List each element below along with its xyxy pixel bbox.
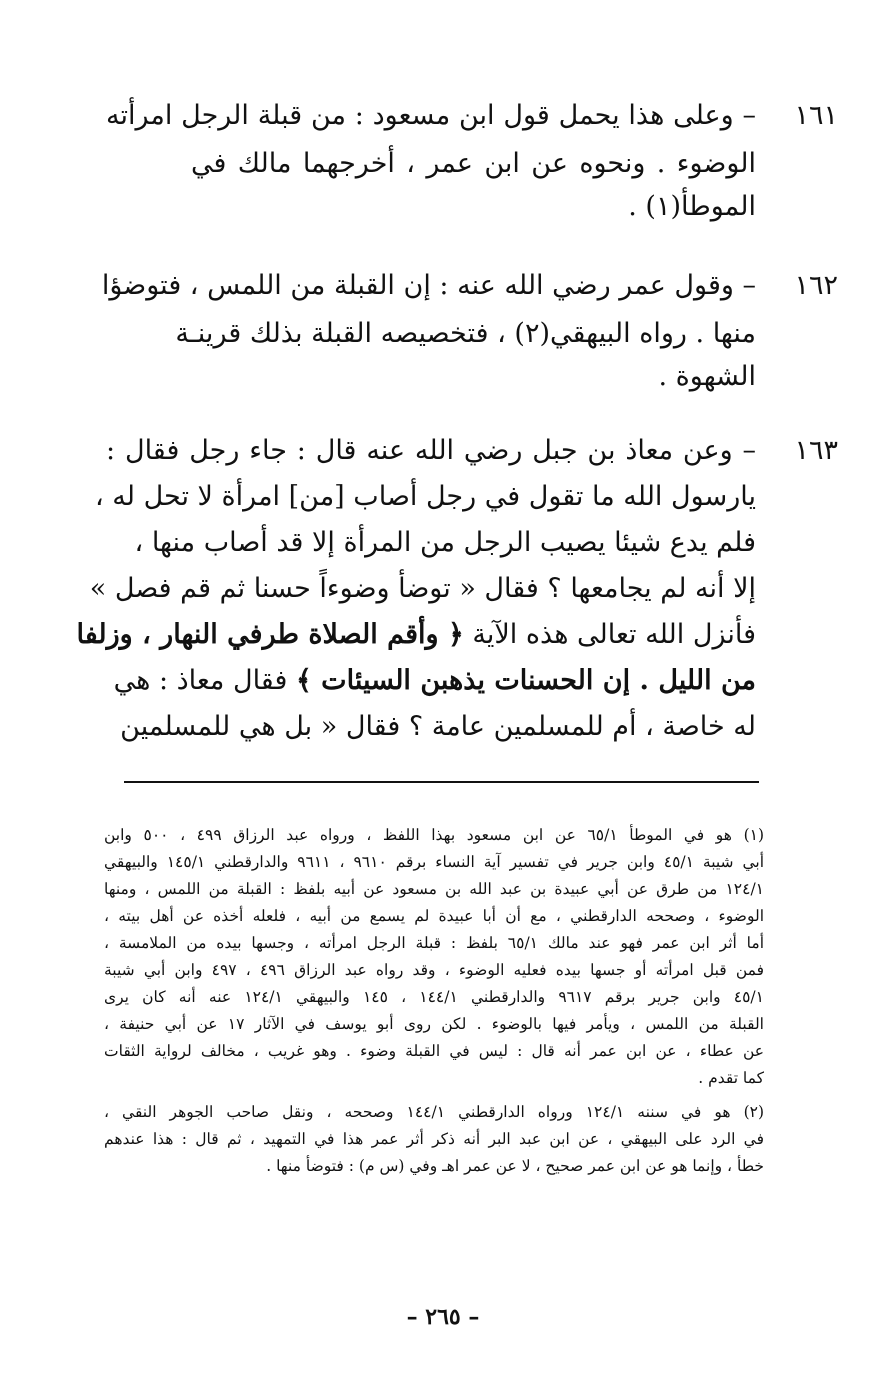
page-number: – ٢٦٥ – — [406, 1304, 480, 1330]
entry-163-line-3: فلم يدع شيئا يصيب الرجل من المرأة إلا قد أصاب منها ، — [134, 527, 756, 558]
footnote-divider — [124, 781, 759, 783]
quran-verse-part-1: ﴿ وأقم الصلاة طرفي النهار ، وزلفا — [76, 619, 464, 650]
footnote-1-line-10: كما تقدم . — [698, 1069, 764, 1087]
footnote-2-line-1: (٢) هو في سننه ١٢٤/١ ورواه الدارقطني ١٤٤/١ وصححه ، ونقل صاحب الجوهر النقي ، — [104, 1103, 765, 1121]
entry-163-line-2: يارسول الله ما تقول في رجل أصاب [من] امرأة لا تحل له ، — [95, 481, 756, 512]
entry-163-line-5: فأنزل الله تعالى هذه الآية ﴿ وأقم الصلاة طرفي النهار ، وزلفا — [76, 619, 756, 650]
entry-162-line-1: ١٦٢ – وقول عمر رضي الله عنه : إن القبلة من اللمس ، فتوضؤا — [101, 270, 838, 301]
footnote-1-line-5: أما أثر ابن عمر فهو عند مالك ٦٥/١ بلفظ : قبلة الرجل امرأته ، وجسها بيده من الملامسة ، — [104, 934, 765, 952]
footnote-1-line-3: ١٢٤/١ من طرق عن أبي عبيدة بن عبد الله بن مسعود عن أبيه بلفظ : القبلة من اللمس ، ومنها — [104, 880, 764, 898]
quran-verse-part-2: من الليل . إن الحسنات يذهبن السيئات ﴾ — [295, 665, 756, 696]
footnote-2-line-3: خطأ ، وإنما هو عن ابن عمر صحيح ، لا عن عمر اهـ وفي (س م) : فتوضأ منها . — [266, 1157, 764, 1175]
footnote-1-line-6: فمن قبل امرأته أو جسها بيده فعليه الوضوء ، وقد رواه عبد الرزاق ٤٩٦ ، ٤٩٧ وابن أبي شيبة — [104, 961, 765, 979]
footnote-1-line-8: القبلة من اللمس ، ويأمر فيها بالوضوء . لكن روى أبو يوسف في الآثار ١٧ عن أبي حنيفة ، — [104, 1015, 764, 1033]
footnote-1-line-9: عن عطاء ، عن ابن عمر أنه قال : ليس في القبلة وضوء . وهو غريب ، مخالف لرواية الثقات — [104, 1042, 764, 1060]
footnote-1-line-7: ٤٥/١ وابن جرير برقم ٩٦١٧ والدارقطني ١٤٤/١ ، ١٤٥ والبيهقي ١٢٤/١ عنه أنه كان يرى — [104, 988, 764, 1006]
footnote-1-line-2: أبي شيبة ٤٥/١ وابن جرير في تفسير آية النساء برقم ٩٦١٠ ، ٩٦١١ والدارقطني ١٤٥/١ والبيهقي — [104, 853, 765, 871]
entry-162-line-2: منها . رواه البيهقي(٢) ، فتخصيصه القبلة بذلك قرينـة — [175, 318, 756, 349]
entry-163-line-1: ١٦٣ – وعن معاذ بن جبل رضي الله عنه قال : جاء رجل فقال : — [106, 435, 838, 466]
footnote-1-line-1: (١) هو في الموطأ ٦٥/١ عن ابن مسعود بهذا اللفظ ، ورواه عبد الرزاق ٤٩٩ ، ٥٠٠ وابن — [104, 826, 765, 844]
entry-number: ١٦١ — [794, 100, 838, 131]
entry-163-line-6: من الليل . إن الحسنات يذهبن السيئات ﴾ فقال معاذ : هي — [113, 665, 756, 696]
entry-161-line-2: الوضوء . ونحوه عن ابن عمر ، أخرجهما مالك في — [191, 148, 756, 179]
entry-number: ١٦٣ — [794, 435, 838, 466]
entry-162-line-3: الشهوة . — [658, 361, 756, 392]
entry-161-line-3: الموطأ(١) . — [628, 191, 756, 222]
entry-163-line-7: له خاصة ، أم للمسلمين عامة ؟ فقال « بل هي للمسلمين — [120, 711, 756, 742]
footnote-2-line-2: في الرد على البيهقي ، عن ابن عبد البر أنه ذكر أثر عمر هذا في التمهيد ، ثم قال : هذا عندهم — [104, 1130, 764, 1148]
entry-163-line-4: إلا أنه لم يجامعها ؟ فقال « توضأ وضوءاً حسنا ثم قم فصل » — [89, 573, 756, 604]
footnote-1-line-4: الوضوء ، وصححه الدارقطني ، مع أن أبا عبيدة لم يسمع من أبيه ، فلعله أخذه عن أهل بيته ، — [104, 907, 764, 925]
entry-number: ١٦٢ — [794, 270, 838, 301]
entry-161-line-1: ١٦١ – وعلى هذا يحمل قول ابن مسعود : من قبلة الرجل امرأته — [106, 100, 838, 131]
